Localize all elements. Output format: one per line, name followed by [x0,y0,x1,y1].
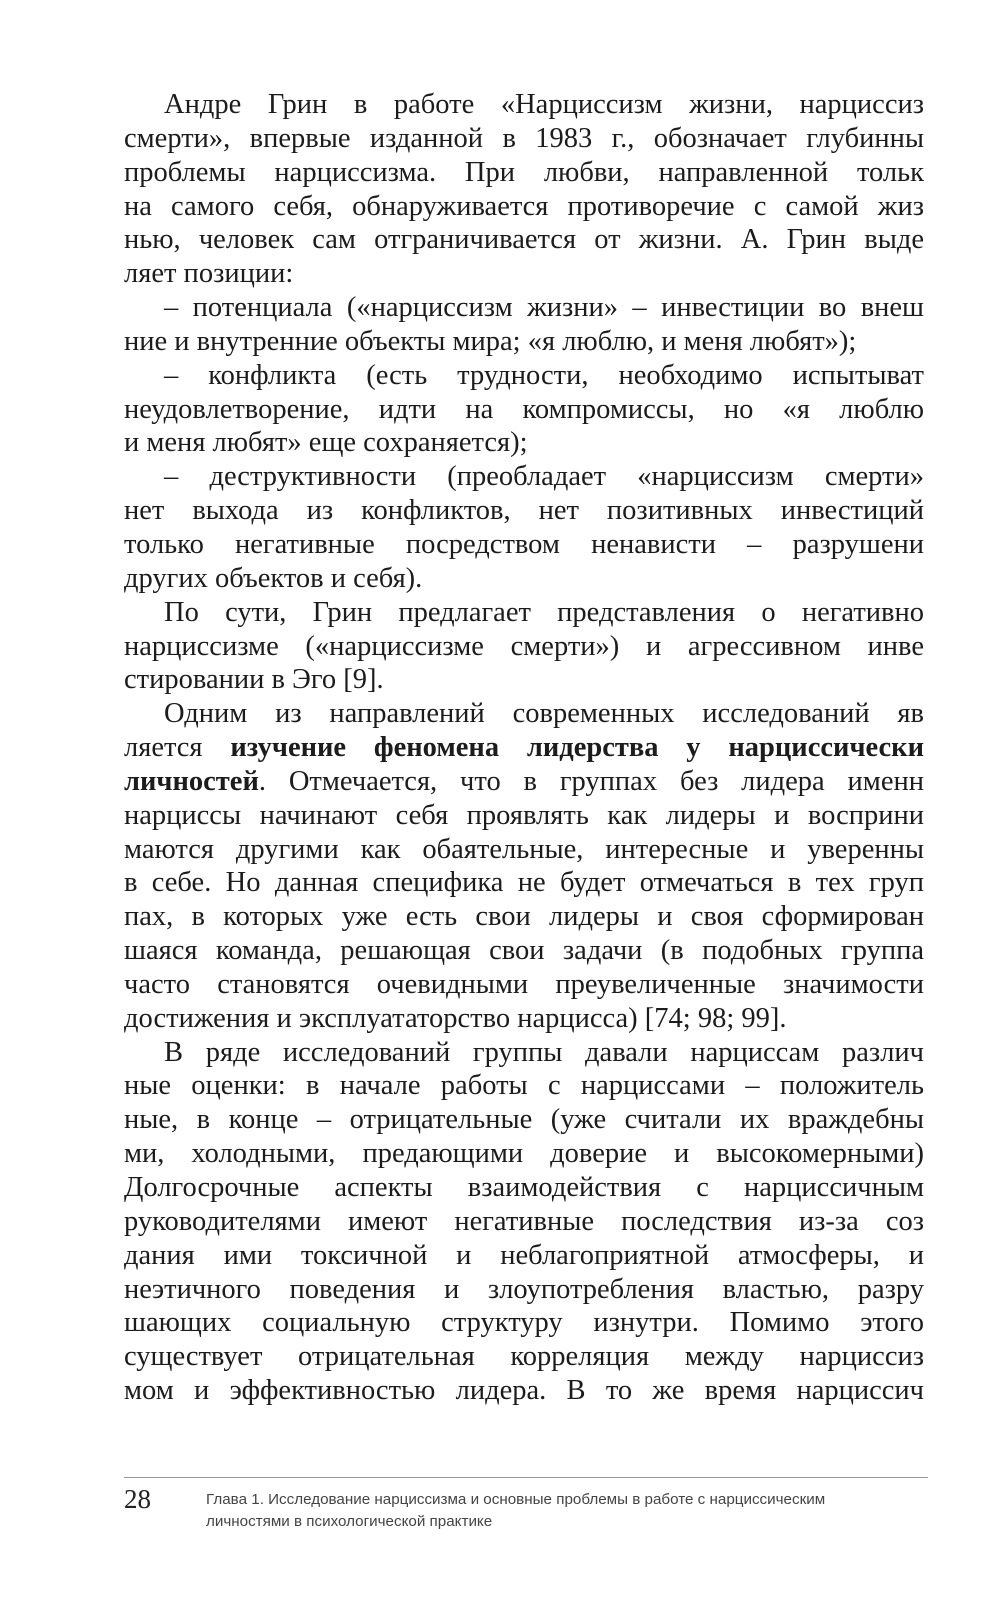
text-line: руководителями имеют негативные последствия из-за соз [124,1205,924,1237]
text-line [124,731,924,765]
text-line: ми, холодными, предающими доверие и высокомерными) [124,1138,924,1170]
text-line: достижения и эксплуататорство нарцисса) [74; 98; 99]. [124,1002,787,1034]
text-line: ляет позиции: [124,258,294,290]
text-line: шаяся команда, решающая свои задачи (в подобных группа [124,935,924,967]
text-line: Андре Грин в работе «Нарциссизм жизни, нарциссиз [164,89,924,120]
text-line: маются другими как обаятельные, интересные и уверенны [124,833,924,865]
text-line: нарциссы начинают себя проявлять как лидеры и восприни [124,799,924,831]
text-line: ные, в конце – отрицательные (уже считали их враждебны [124,1104,924,1136]
text-line: в себе. Но данная специфика не будет отмечаться в тех груп [124,867,924,899]
bold-emphasis: личностей [124,765,259,797]
page-number: 28 [124,1484,151,1514]
text-line: шающих социальную структуру изнутри. Помимо этого [124,1307,924,1339]
text-line: В ряде исследований группы давали нарциссам различ [164,1036,924,1068]
running-head-line-1: Глава 1. Исследование нарциссизма и основные проблемы в работе с нарциссическим [206,1491,826,1508]
text-line: Долгосрочные аспекты взаимодействия с нарциссичным [124,1172,924,1203]
text-run: ляется [124,732,231,764]
text-line: часто становятся очевидными преувеличенные значимости [124,968,924,1000]
text-line: на самого себя, обнаруживается противоречие с самой жиз [124,190,924,222]
text-line: По сути, Грин предлагает представления о негативно [164,596,924,628]
text-line: нарциссизме («нарциссизме смерти») и агрессивном инве [124,630,924,662]
text-line: неэтичного поведения и злоупотребления властью, разру [124,1273,924,1305]
text-line: мом и эффективностью лидера. В то же время нарциссич [124,1375,924,1407]
text-line: пах, в которых уже есть свои лидеры и своя сформирован [124,901,924,933]
text-line: – потенциала («нарциссизм жизни» – инвестиции во внеш [164,292,924,324]
text-run: . Отмечается, что в группах без лидера именн [258,765,924,797]
text-line: смерти», впервые изданной в 1983 г., обозначает глубинны [124,122,924,154]
page-text [124,88,924,1408]
text-line: – деструктивности (преобладает «нарциссизм смерти» [164,461,924,493]
bold-emphasis: изучение феномена лидерства у нарциссически [230,732,924,764]
text-line: – конфликта (есть трудности, необходимо испытыват [164,359,924,391]
text-line: неудовлетворение, идти на компромиссы, но «я люблю [124,393,924,425]
text-line: нью, человек сам отграничивается от жизни. А. Грин выде [124,224,924,256]
text-line: существует отрицательная корреляция между нарциссиз [124,1341,924,1373]
text-line: дания ими токсичной и неблагоприятной атмосферы, и [124,1239,924,1271]
text-line: и меня любят» еще сохраняется); [124,427,528,459]
text-line: Одним из направлений современных исследований яв [164,698,924,730]
running-head-line-2: личностями в психологической практике [206,1513,493,1530]
text-line: нет выхода из конфликтов, нет позитивных инвестиций [124,495,924,527]
running-head [206,1489,928,1533]
text-line: других объектов и себя). [124,562,423,594]
footer-rule [124,1477,928,1478]
text-line: проблемы нарциссизма. При любви, направленной тольк [124,156,924,188]
text-line: стировании в Эго [9]. [124,664,384,696]
text-line [124,765,924,799]
text-line: ные оценки: в начале работы с нарциссами – положитель [124,1070,924,1102]
text-line: только негативные посредством ненависти – разрушени [124,528,924,560]
text-line: ние и внутренние объекты мира; «я люблю, и меня любят»); [124,325,857,357]
